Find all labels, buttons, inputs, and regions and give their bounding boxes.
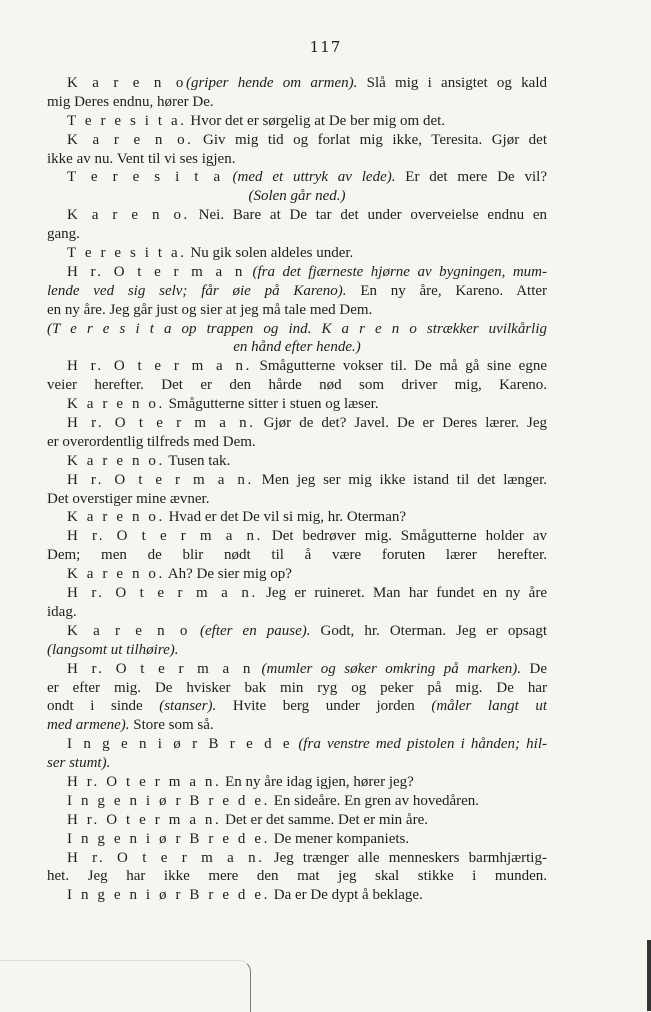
dialogue-text: Det er det samme. Det er min åre. (221, 811, 428, 828)
dialogue-text: gang. (47, 226, 80, 243)
text-line (47, 886, 547, 905)
text-line (47, 263, 547, 282)
stage-direction: (mumler og søker omkring på marken). (253, 660, 522, 677)
text-line (47, 735, 547, 754)
text-line (47, 112, 547, 131)
speaker-name: H r. O t e r m a n (67, 660, 253, 677)
text-line (47, 433, 547, 452)
text-line (47, 527, 547, 546)
text-line (47, 660, 547, 679)
text-line (47, 187, 547, 206)
stage-direction: (T e r e s i t a op trappen og ind. K a r e n o strækker uvilkårlig (47, 320, 547, 337)
speaker-name: H r. O t e r m a n. (67, 585, 258, 602)
dialogue-text: Jeg er ruineret. Man har fundet en ny åre (257, 585, 547, 602)
stage-direction: (fra det fjærneste hjørne av bygningen, mum- (245, 263, 547, 280)
dialogue-text: het. Jeg har ikke mere den mat jeg skal stikke i munden. (47, 868, 547, 885)
stage-direction: med armene). (47, 717, 130, 734)
dialogue-text: Nu gik solen aldeles under. (186, 245, 354, 262)
speaker-name: K a r e n o (67, 622, 190, 639)
text-line (47, 320, 547, 339)
speaker-name: H r. O t e r m a n. (67, 471, 254, 488)
dialogue-text: De mener kompaniets. (269, 830, 410, 847)
dialogue-text: Store som så. (129, 717, 214, 734)
speaker-name: K a r e n o. (67, 509, 165, 526)
dialogue-text: Ah? De sier mig op? (164, 566, 292, 583)
speaker-name: K a r e n o. (67, 452, 165, 469)
dialogue-text: Det bedrøver mig. Smågutterne holder av (262, 528, 547, 545)
text-line (47, 508, 547, 527)
dialogue-text: er efter mig. De hvisker bak min ryg og peker på mig. De har (47, 679, 547, 696)
dialogue-text: Gjør de det? Javel. De er Deres lærer. Jeg (255, 415, 547, 432)
dialogue-text: De (521, 660, 547, 677)
speaker-name: T e r e s i t a. (67, 245, 187, 262)
dialogue-text: Nei. Bare at De tar det under overveielse endnu en (189, 207, 547, 224)
dialogue-text: Smågutterne vokser til. De må gå sine egne (251, 358, 547, 375)
dialogue-text: veier herefter. Det er den hårde nød som driver mig, Kareno. (47, 377, 547, 394)
text-line (47, 414, 547, 433)
text-line (47, 490, 547, 509)
text-line (47, 792, 547, 811)
text-line (47, 830, 547, 849)
speaker-name: K a r e n o. (67, 396, 165, 413)
stage-direction: en hånd efter hende.) (233, 339, 361, 356)
dialogue-text: er overordentlig tilfreds med Dem. (47, 433, 256, 450)
stage-direction: (griper hende om armen). (185, 75, 358, 91)
dialogue-text: Det overstiger mine ævner. (47, 490, 210, 507)
text-line (47, 565, 547, 584)
dialogue-text: Hvad er det De vil si mig, hr. Oterman? (164, 509, 407, 526)
text-line (47, 93, 547, 112)
dialogue-text: Er det mere De vil? (395, 169, 547, 186)
text-line (47, 338, 547, 357)
dialogue-text: Tusen tak. (164, 452, 231, 469)
dialogue-text: Dem; men de blir nødt til å være foruten lærer herefter. (47, 547, 547, 564)
speaker-name: H r. O t e r m a n. (67, 528, 263, 545)
text-line (47, 301, 547, 320)
dialogue-text: Men jeg ser mig ikke istand til det længer. (253, 471, 547, 488)
stage-direction: (fra venstre med pistolen i hånden; hil- (292, 736, 547, 753)
text-line (47, 150, 547, 169)
dialogue-text: En ny åre, Kareno. Atter (346, 282, 547, 299)
text-line (47, 206, 547, 225)
page-edge-shadow (647, 940, 651, 1011)
speaker-name: I n g e n i ø r B r e d e (67, 736, 293, 753)
speaker-name: K a r e n o (67, 75, 186, 91)
stage-direction: (måler langt ut (431, 698, 547, 715)
dialogue-text: mig Deres endnu, hører De. (47, 93, 214, 110)
text-line (47, 584, 547, 603)
dialogue-text: En sideåre. En gren av hovedåren. (269, 792, 480, 809)
text-line (47, 679, 547, 698)
speaker-name: K a r e n o. (67, 131, 194, 148)
text-line (47, 357, 547, 376)
speaker-name: K a r e n o. (67, 566, 165, 583)
dialogue-text: Slå mig i ansigtet og kald (357, 75, 547, 91)
dialogue-text: Smågutterne sitter i stuen og læser. (164, 396, 379, 413)
text-line (47, 849, 547, 868)
stage-direction: (med et uttryk av lede). (222, 169, 396, 186)
stage-direction: (Solen går ned.) (248, 188, 346, 205)
dialogue-text: En ny åre idag igjen, hører jeg? (221, 773, 414, 790)
dialogue-text: Godt, hr. Oterman. Jeg er opsagt (310, 622, 547, 639)
text-line (47, 622, 547, 641)
speaker-name: T e r e s i t a (67, 169, 223, 186)
text-line (47, 452, 547, 471)
dialogue-text: Da er De dypt å beklage. (269, 887, 423, 904)
speaker-name: H r. O t e r m a n (67, 263, 245, 280)
stage-direction: lende ved sig selv; får øie på Kareno). (47, 282, 347, 299)
text-line (47, 773, 547, 792)
speaker-name: T e r e s i t a. (67, 112, 187, 129)
speaker-name: H r. O t e r m a n. (67, 811, 222, 828)
text-line (47, 546, 547, 565)
speaker-name: K a r e n o. (67, 207, 190, 224)
dialogue-text: en ny åre. Jeg går just og sier at jeg må tale med Dem. (47, 301, 373, 318)
text-line (47, 282, 547, 301)
speaker-name: I n g e n i ø r B r e d e. (67, 887, 270, 904)
text-line (47, 867, 547, 886)
dialogue-text: Hvor det er sørgelig at De ber mig om det. (186, 112, 446, 129)
dialogue-text: ikke av nu. Vent til vi ses igjen. (47, 150, 236, 167)
text-line (47, 244, 547, 263)
text-line (47, 641, 547, 660)
text-line (47, 471, 547, 490)
stage-direction: (efter en pause). (189, 622, 311, 639)
text-line (47, 131, 547, 150)
stage-direction: ser stumt). (47, 755, 111, 772)
stage-direction: (langsomt ut tilhøire). (47, 641, 179, 658)
text-line (47, 74, 547, 93)
text-line (47, 716, 547, 735)
speaker-name: H r. O t e r m a n. (67, 773, 222, 790)
text-line (47, 168, 547, 187)
speaker-name: H r. O t e r m a n. (67, 849, 265, 866)
text-line (47, 754, 547, 773)
text-line (47, 395, 547, 414)
speaker-name: I n g e n i ø r B r e d e. (67, 830, 270, 847)
speaker-name: H r. O t e r m a n. (67, 358, 252, 375)
dialogue-text: Jeg trænger alle menneskers barmhjærtig- (264, 849, 547, 866)
dialogue-text: Hvite berg under jorden (216, 698, 432, 715)
text-line (47, 225, 547, 244)
text-line (47, 697, 547, 716)
stage-direction: (stanser). (159, 698, 217, 715)
dialogue-text: ondt i sinde (47, 698, 160, 715)
text-line (47, 811, 547, 830)
play-text (47, 74, 547, 905)
speaker-name: H r. O t e r m a n. (67, 415, 256, 432)
page-number: 117 (309, 38, 342, 56)
speaker-name: I n g e n i ø r B r e d e. (67, 792, 270, 809)
dialogue-text: Giv mig tid og forlat mig ikke, Teresita. Gjør det (193, 131, 547, 148)
text-line (47, 603, 547, 622)
dialogue-text: idag. (47, 603, 77, 620)
text-line (47, 376, 547, 395)
page-fold-edge (0, 960, 251, 1012)
